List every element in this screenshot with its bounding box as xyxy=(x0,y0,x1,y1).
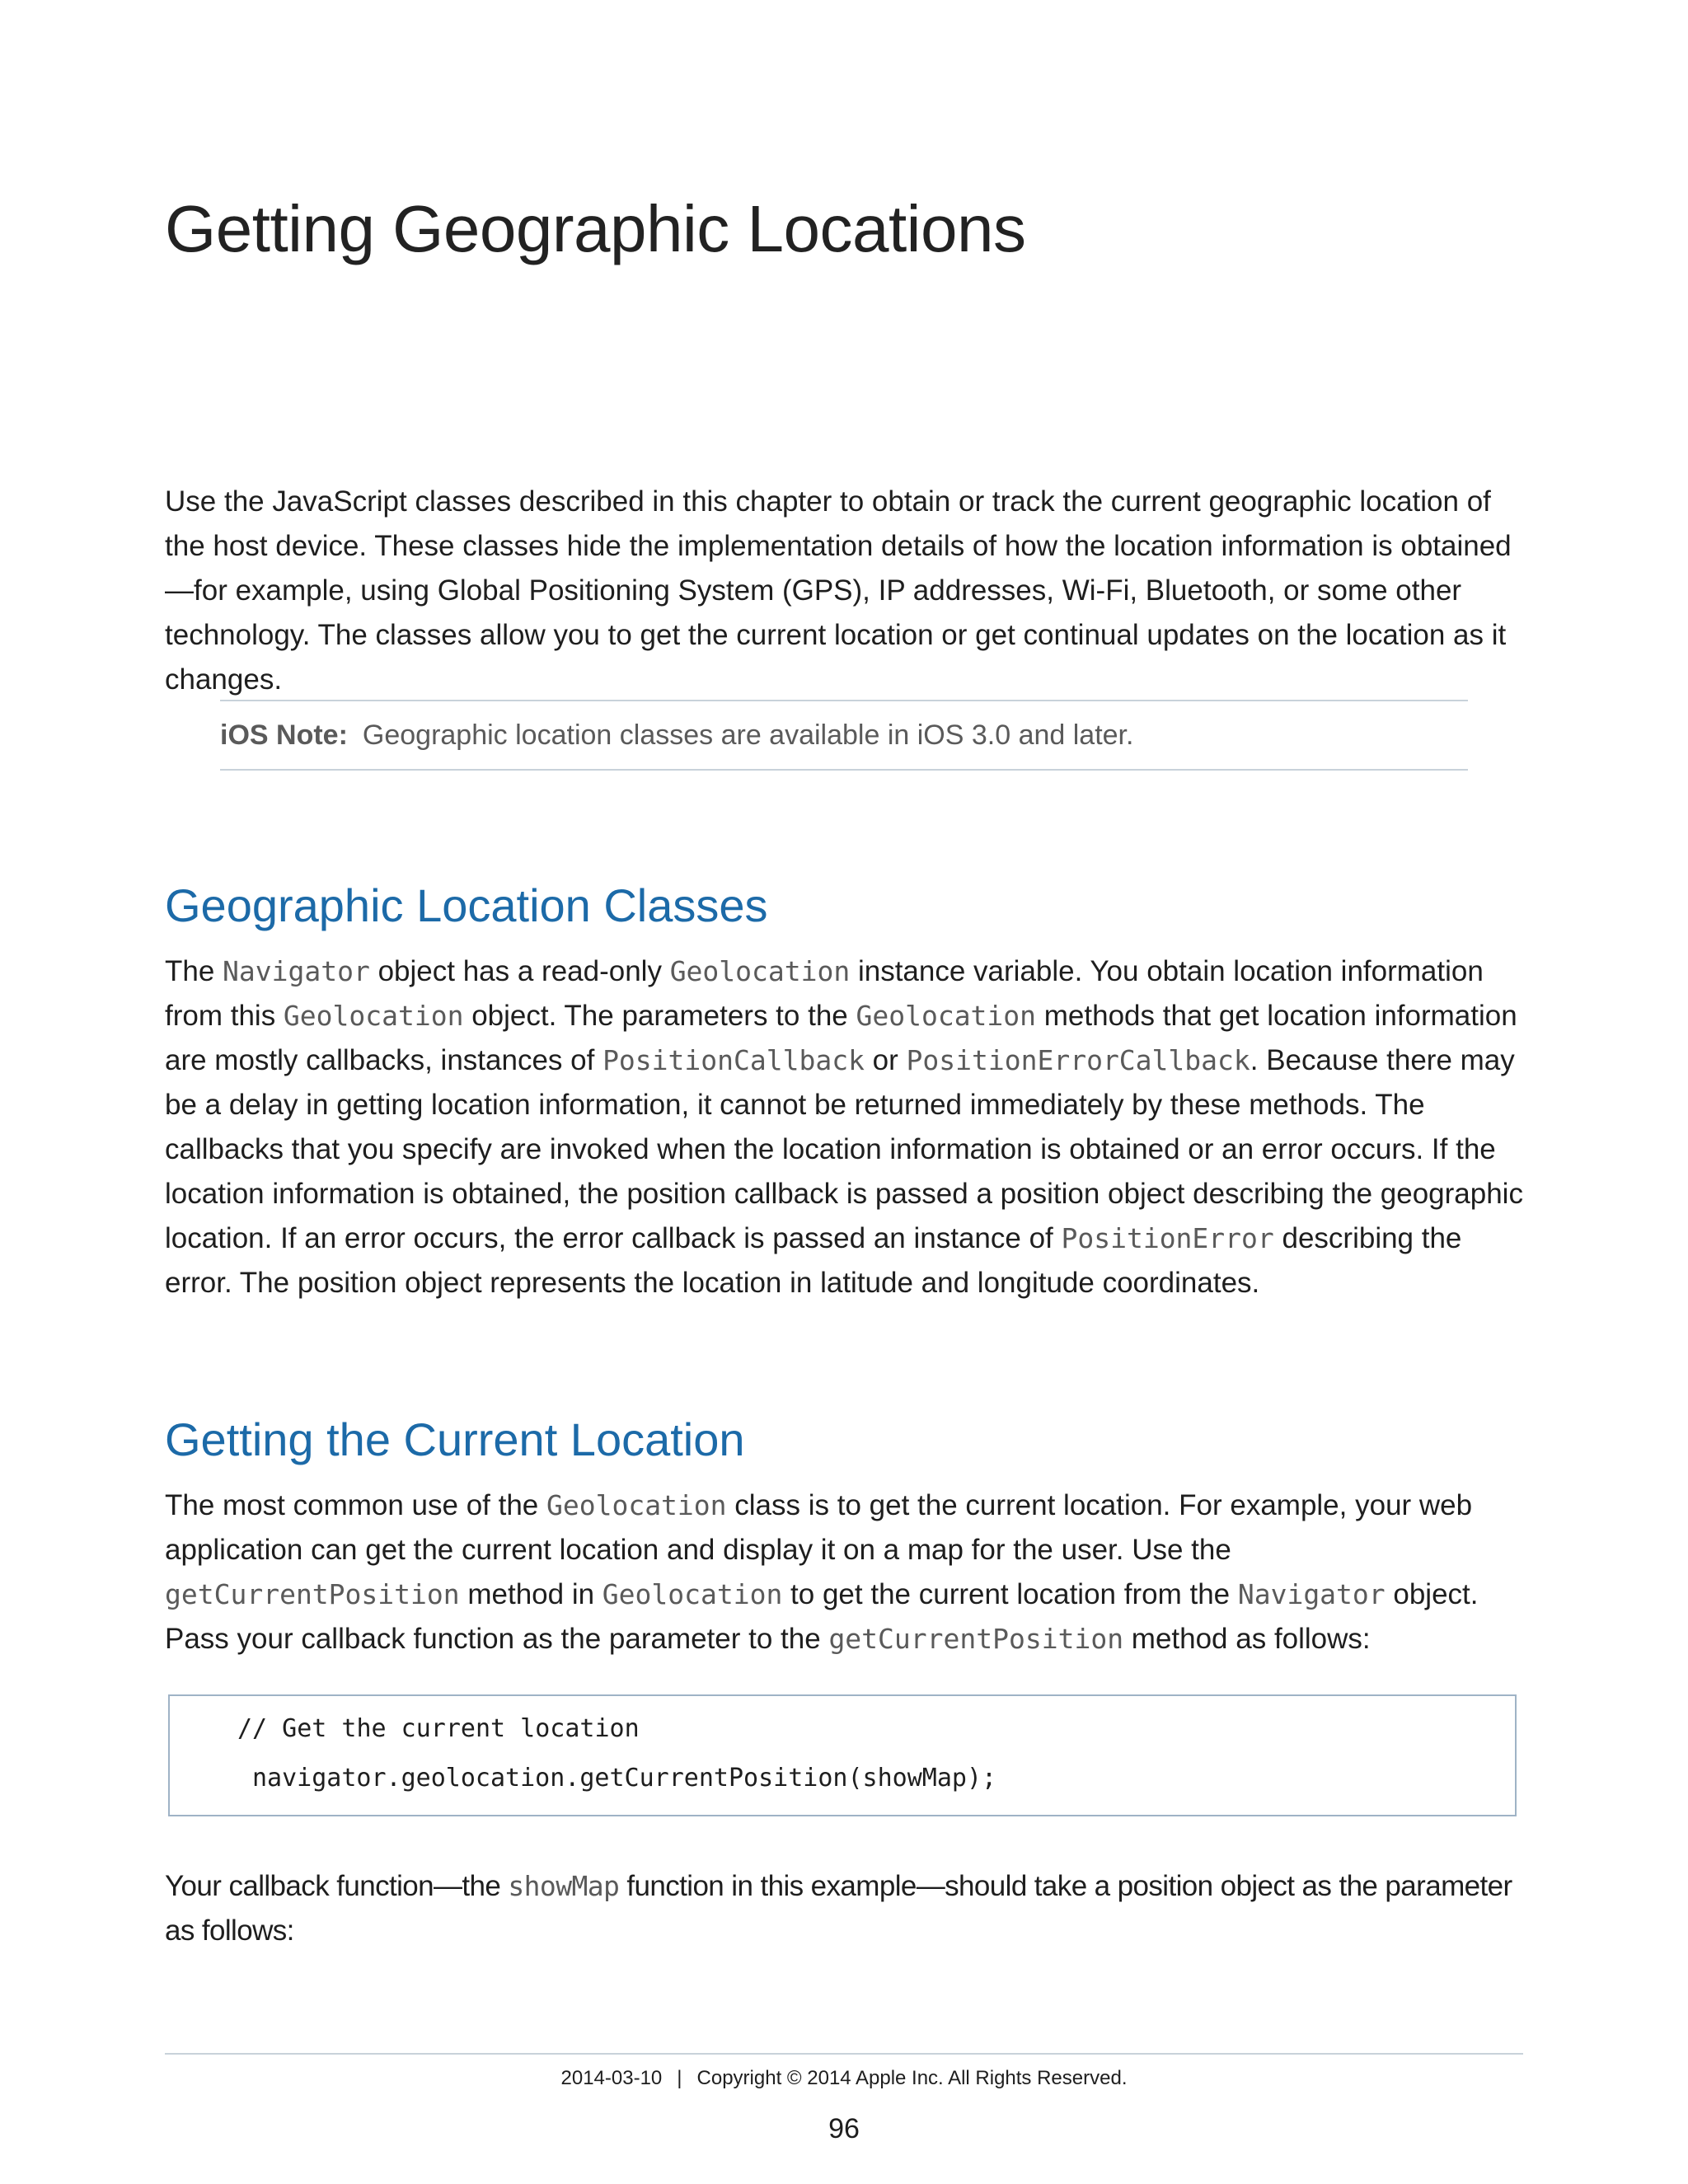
code-term: showMap xyxy=(508,1870,620,1902)
code-term: PositionError xyxy=(1061,1222,1274,1254)
footer-date: 2014-03-10 xyxy=(560,2067,663,2089)
code-comment-line: // Get the current location xyxy=(237,1714,640,1743)
text-run: function in this example—should take a position object as the parameter as follows: xyxy=(165,1870,1512,1947)
paragraph-current-location xyxy=(165,1483,1525,1661)
note-text xyxy=(220,716,1133,754)
text-run: to get the current location from the xyxy=(782,1578,1238,1610)
chapter-title: Getting Geographic Locations xyxy=(165,192,1026,265)
code-term: Geolocation xyxy=(856,1000,1037,1032)
text-run: The most common use of the xyxy=(165,1489,546,1521)
text-run: object. The parameters to the xyxy=(463,1000,856,1032)
code-statement-line: navigator.geolocation.getCurrentPosition(showMap); xyxy=(252,1764,997,1793)
footer-divider xyxy=(165,2053,1523,2055)
note-label: iOS Note: xyxy=(220,719,348,751)
code-term: Navigator xyxy=(223,955,370,987)
text-run: object. Pass your callback function as the parameter to the xyxy=(165,1578,1479,1655)
code-term: Navigator xyxy=(1237,1578,1386,1610)
text-run: method in xyxy=(459,1578,603,1610)
text-run: describing the error. The position object represents the location in latitude and longitude coordinates. xyxy=(165,1222,1462,1299)
intro-paragraph: Use the JavaScript classes described in this chapter to obtain or track the current geographic location of the host device. These classes hide the implementation details of how the location information is obtained—for example, using Global Positioning System (GPS), IP addresses, Wi-Fi, Bluetooth, or some other technology. The classes allow you to get the current location or get continual updates on the location as it changes. xyxy=(165,485,1512,696)
code-term: Geolocation xyxy=(546,1489,727,1521)
code-term: PositionErrorCallback xyxy=(906,1044,1250,1076)
section-heading-current-location: Getting the Current Location xyxy=(165,1413,745,1465)
text-run: The xyxy=(165,955,223,987)
code-term: Geolocation xyxy=(283,1000,464,1032)
code-listing xyxy=(168,1694,1517,1816)
paragraph-callback xyxy=(165,1864,1525,1953)
code-term: getCurrentPosition xyxy=(828,1623,1124,1655)
section-heading-location-classes: Geographic Location Classes xyxy=(165,879,768,931)
text-run: methods that get location information are mostly callbacks, instances of xyxy=(165,1000,1517,1076)
text-run: instance variable. You obtain location information from this xyxy=(165,955,1484,1032)
footer-separator: | xyxy=(677,2067,682,2089)
footer-copyright: Copyright © 2014 Apple Inc. All Rights Reserved. xyxy=(696,2067,1128,2089)
text-run: method as follows: xyxy=(1123,1623,1371,1655)
text-run: class is to get the current location. For example, your web application can get the current location and display it on a map for the user. Use the xyxy=(165,1489,1473,1566)
text-run: or xyxy=(864,1044,907,1076)
code-term: getCurrentPosition xyxy=(165,1578,460,1610)
code-term: Geolocation xyxy=(669,955,851,987)
ios-note-box xyxy=(220,700,1468,771)
page-number: 96 xyxy=(828,2113,860,2144)
code-term: Geolocation xyxy=(602,1578,783,1610)
code-term: PositionCallback xyxy=(603,1044,865,1076)
paragraph-location-classes xyxy=(165,949,1525,1305)
text-run: Your callback function—the xyxy=(165,1870,509,1902)
footer xyxy=(0,2067,1688,2090)
text-run: . Because there may be a delay in getting location information, it cannot be returned immediately by these methods. The callbacks that you specify are invoked when the location information is obtained or an error occurs. If the location information is obtained, the position callback is passed a position object describing the geographic location. If an error occurs, the error callback is passed an instance of xyxy=(165,1044,1523,1254)
text-run: object has a read-only xyxy=(369,955,670,987)
note-body: Geographic location classes are available in iOS 3.0 and later. xyxy=(362,719,1134,751)
